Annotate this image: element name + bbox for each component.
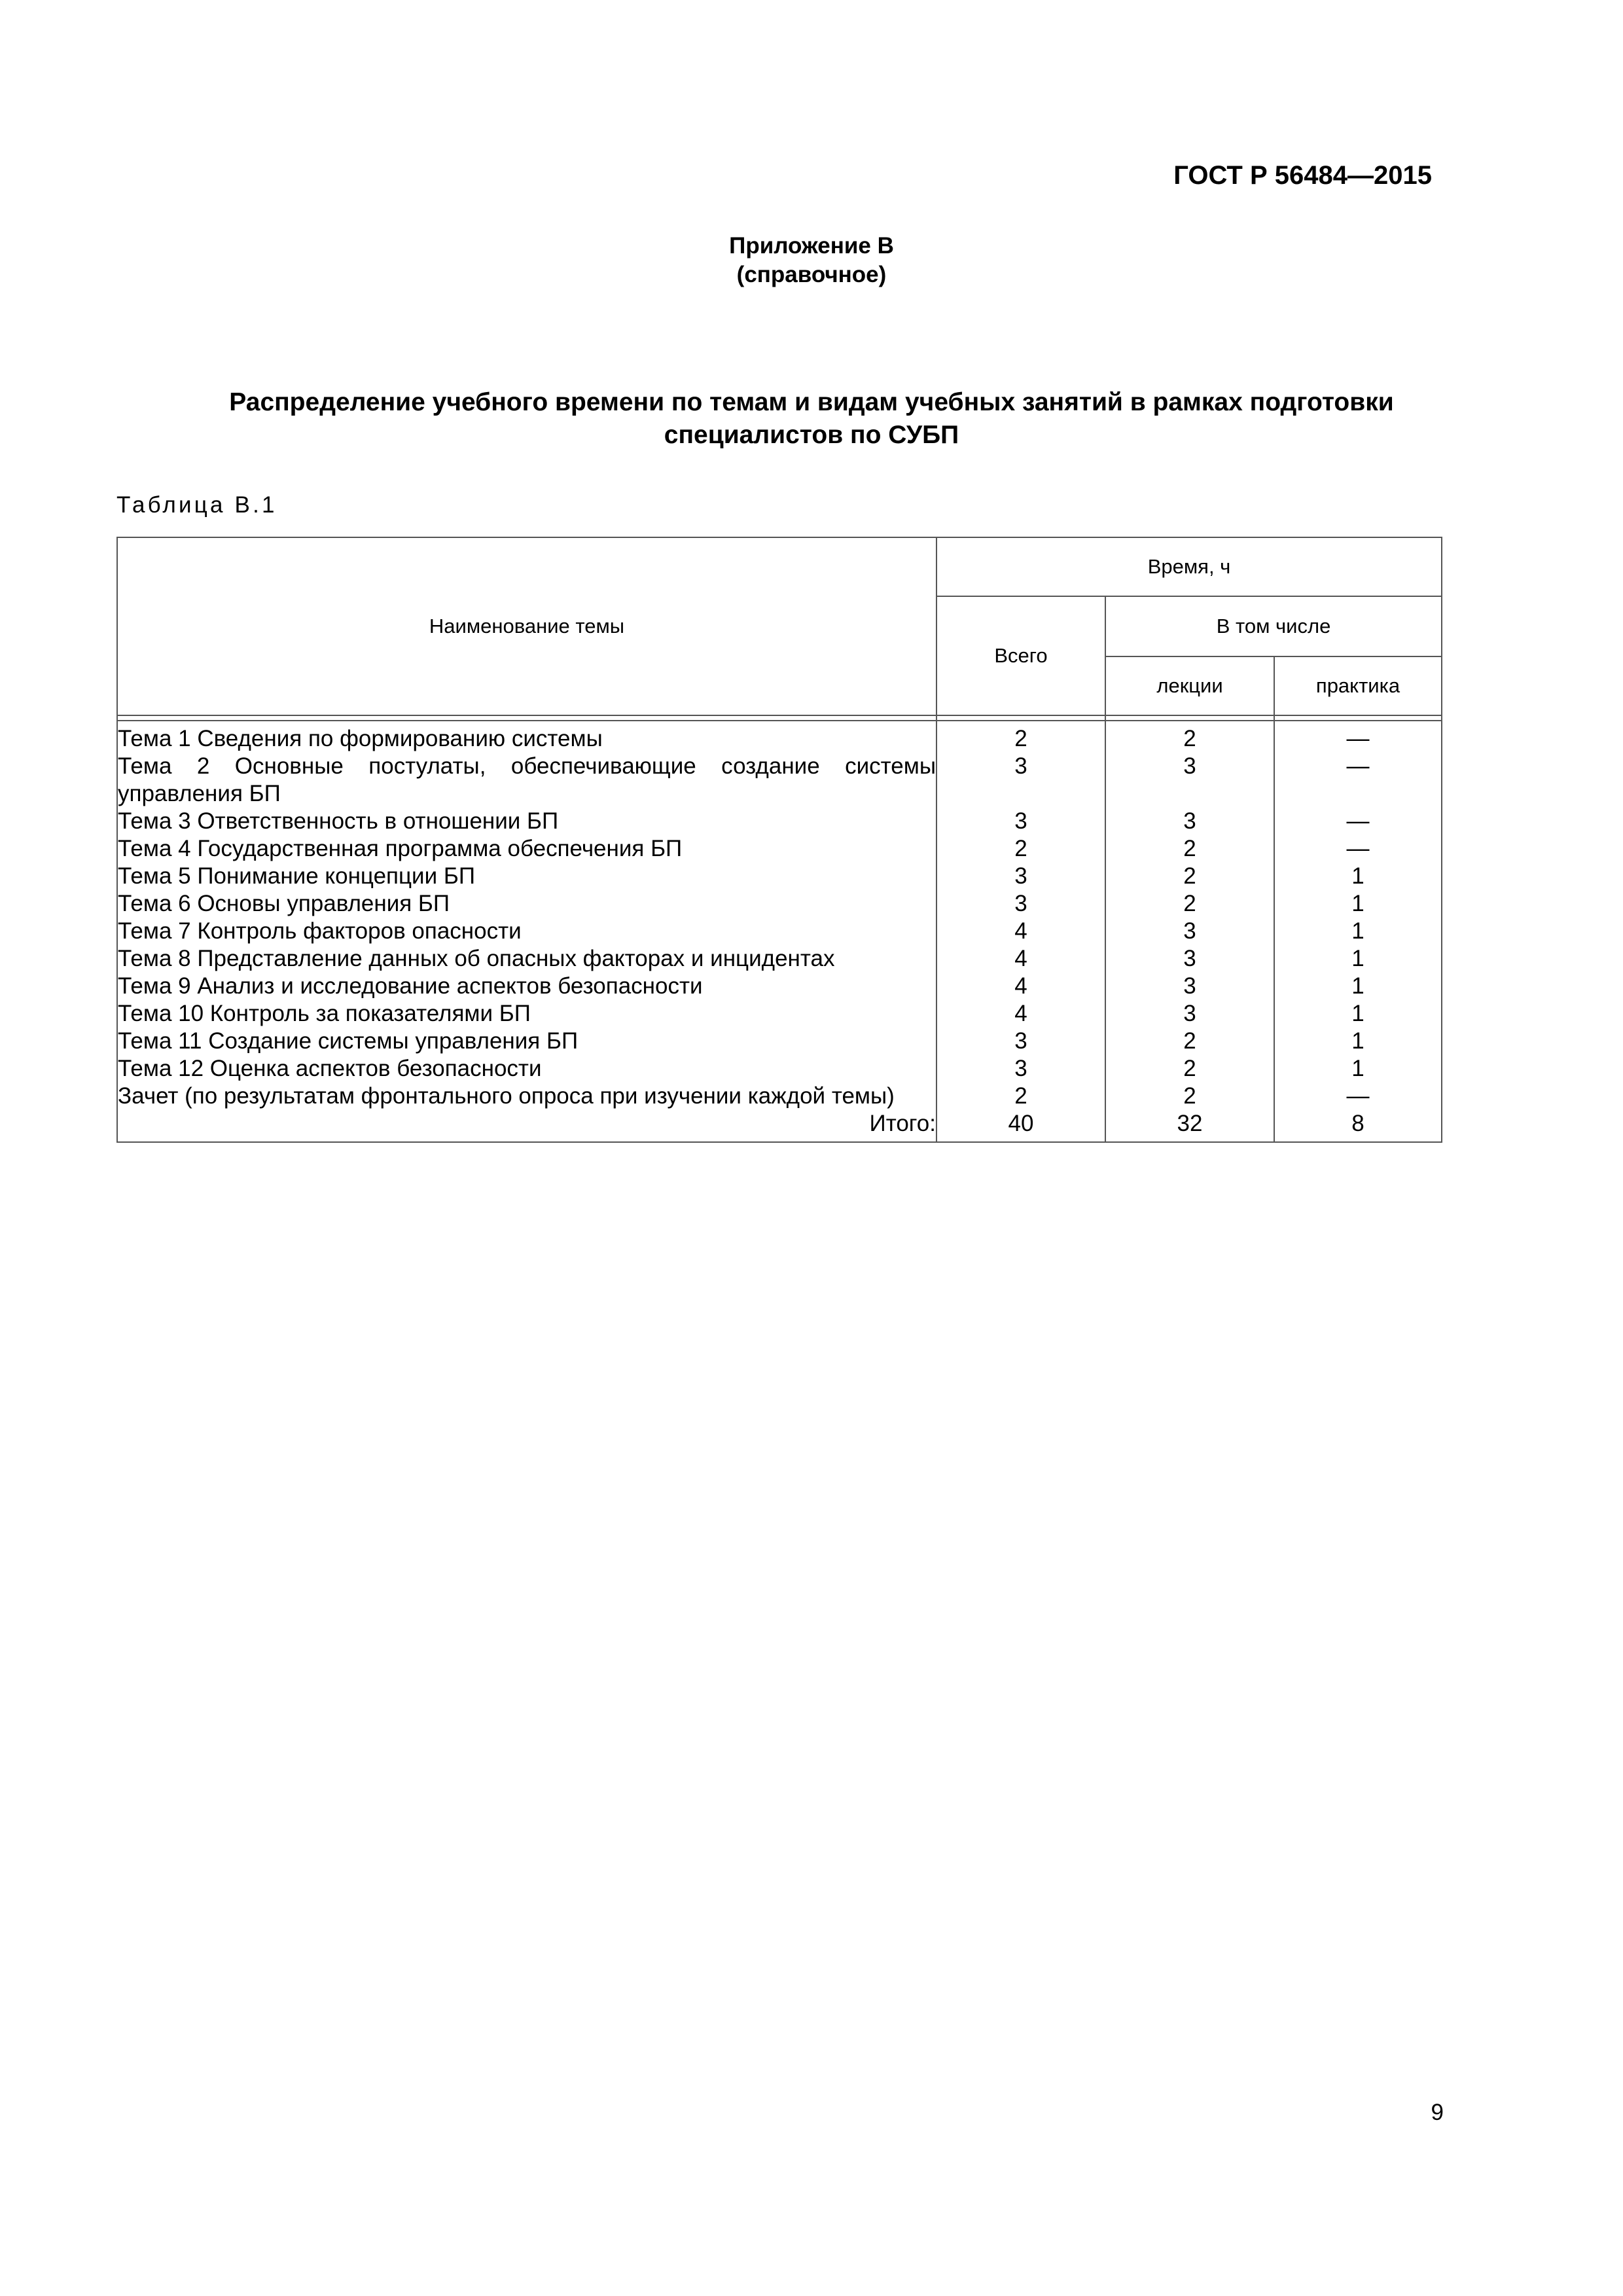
row-topic-cell: Тема 6 Основы управления БП <box>117 890 936 918</box>
table-row <box>117 1055 1442 1083</box>
row-topic-cell: Тема 4 Государственная программа обеспечения БП <box>117 835 936 863</box>
header-lectures: лекции <box>1105 656 1274 715</box>
totals-practice-cell: 8 <box>1274 1110 1442 1142</box>
row-practice-cell: 1 <box>1274 918 1442 945</box>
header-separator <box>117 715 1442 721</box>
row-lectures-cell: 2 <box>1105 721 1274 753</box>
table-row <box>117 1028 1442 1055</box>
table-body <box>117 721 1442 1142</box>
row-topic-cell: Тема 11 Создание системы управления БП <box>117 1028 936 1055</box>
page-number: 9 <box>1431 2100 1444 2125</box>
table-row <box>117 918 1442 945</box>
row-topic-cell: Тема 3 Ответственность в отношении БП <box>117 808 936 835</box>
table-row <box>117 835 1442 863</box>
row-lectures-cell: 3 <box>1105 808 1274 835</box>
table-row <box>117 1083 1442 1110</box>
row-topic-cell: Тема 5 Понимание концепции БП <box>117 863 936 890</box>
row-topic-cell: Тема 12 Оценка аспектов безопасности <box>117 1055 936 1083</box>
table-row <box>117 721 1442 753</box>
row-total-cell: 2 <box>936 1083 1105 1110</box>
totals-total-cell: 40 <box>936 1110 1105 1142</box>
row-total-cell: 4 <box>936 1000 1105 1028</box>
totals-lectures-cell: 32 <box>1105 1110 1274 1142</box>
row-topic-cell: Зачет (по результатам фронтального опроса при изучении каждой темы) <box>117 1083 936 1110</box>
row-topic-cell: Тема 7 Контроль факторов опасности <box>117 918 936 945</box>
row-topic-cell: Тема 10 Контроль за показателями БП <box>117 1000 936 1028</box>
table-row <box>117 973 1442 1000</box>
totals-label: Итого: <box>117 1110 936 1142</box>
document-code: ГОСТ Р 56484—2015 <box>1173 161 1432 190</box>
header-time: Время, ч <box>936 537 1442 596</box>
document-title <box>118 386 1505 452</box>
training-time-table <box>116 537 1442 1143</box>
document-title-line-1: Распределение учебного времени по темам и видам учебных занятий в рамках подготовки <box>229 388 1394 416</box>
row-practice-cell: 1 <box>1274 1028 1442 1055</box>
row-lectures-cell: 2 <box>1105 863 1274 890</box>
row-topic-cell: Тема 1 Сведения по формированию системы <box>117 721 936 753</box>
header-practice: практика <box>1274 656 1442 715</box>
row-practice-cell: 1 <box>1274 945 1442 973</box>
row-topic-cell: Тема 9 Анализ и исследование аспектов безопасности <box>117 973 936 1000</box>
row-total-cell: 2 <box>936 835 1105 863</box>
row-lectures-cell: 2 <box>1105 1083 1274 1110</box>
row-lectures-cell: 3 <box>1105 918 1274 945</box>
row-total-cell: 3 <box>936 1055 1105 1083</box>
row-practice-cell: — <box>1274 835 1442 863</box>
table-header <box>117 537 1442 721</box>
row-lectures-cell: 2 <box>1105 1028 1274 1055</box>
row-practice-cell: — <box>1274 753 1442 808</box>
table-row <box>117 890 1442 918</box>
row-practice-cell: — <box>1274 1083 1442 1110</box>
row-total-cell: 3 <box>936 808 1105 835</box>
row-total-cell: 4 <box>936 973 1105 1000</box>
row-total-cell: 3 <box>936 753 1105 808</box>
header-including: В том числе <box>1105 596 1442 656</box>
appendix-heading <box>0 232 1623 289</box>
table-label: Таблица В.1 <box>116 492 277 518</box>
table-row <box>117 863 1442 890</box>
row-practice-cell: 1 <box>1274 973 1442 1000</box>
row-lectures-cell: 3 <box>1105 753 1274 808</box>
row-total-cell: 3 <box>936 890 1105 918</box>
table-row <box>117 753 1442 808</box>
row-lectures-cell: 2 <box>1105 835 1274 863</box>
table-row <box>117 945 1442 973</box>
row-practice-cell: — <box>1274 808 1442 835</box>
row-practice-cell: 1 <box>1274 863 1442 890</box>
row-lectures-cell: 3 <box>1105 973 1274 1000</box>
header-total: Всего <box>936 596 1105 715</box>
row-total-cell: 2 <box>936 721 1105 753</box>
appendix-type: (справочное) <box>736 262 887 287</box>
row-lectures-cell: 2 <box>1105 1055 1274 1083</box>
row-lectures-cell: 3 <box>1105 1000 1274 1028</box>
row-practice-cell: 1 <box>1274 1055 1442 1083</box>
document-title-line-2: специалистов по СУБП <box>664 421 959 449</box>
row-total-cell: 4 <box>936 918 1105 945</box>
row-practice-cell: — <box>1274 721 1442 753</box>
totals-row <box>117 1110 1442 1142</box>
table-row <box>117 1000 1442 1028</box>
row-total-cell: 3 <box>936 863 1105 890</box>
row-practice-cell: 1 <box>1274 1000 1442 1028</box>
row-topic-cell: Тема 2 Основные постулаты, обеспечивающие создание системы управления БП <box>118 753 936 806</box>
row-practice-cell: 1 <box>1274 890 1442 918</box>
table-row <box>117 808 1442 835</box>
row-lectures-cell: 2 <box>1105 890 1274 918</box>
row-total-cell: 3 <box>936 1028 1105 1055</box>
header-topic: Наименование темы <box>117 537 936 715</box>
appendix-title: Приложение В <box>729 233 894 259</box>
row-lectures-cell: 3 <box>1105 945 1274 973</box>
row-total-cell: 4 <box>936 945 1105 973</box>
row-topic-cell: Тема 8 Представление данных об опасных факторах и инцидентах <box>117 945 936 973</box>
